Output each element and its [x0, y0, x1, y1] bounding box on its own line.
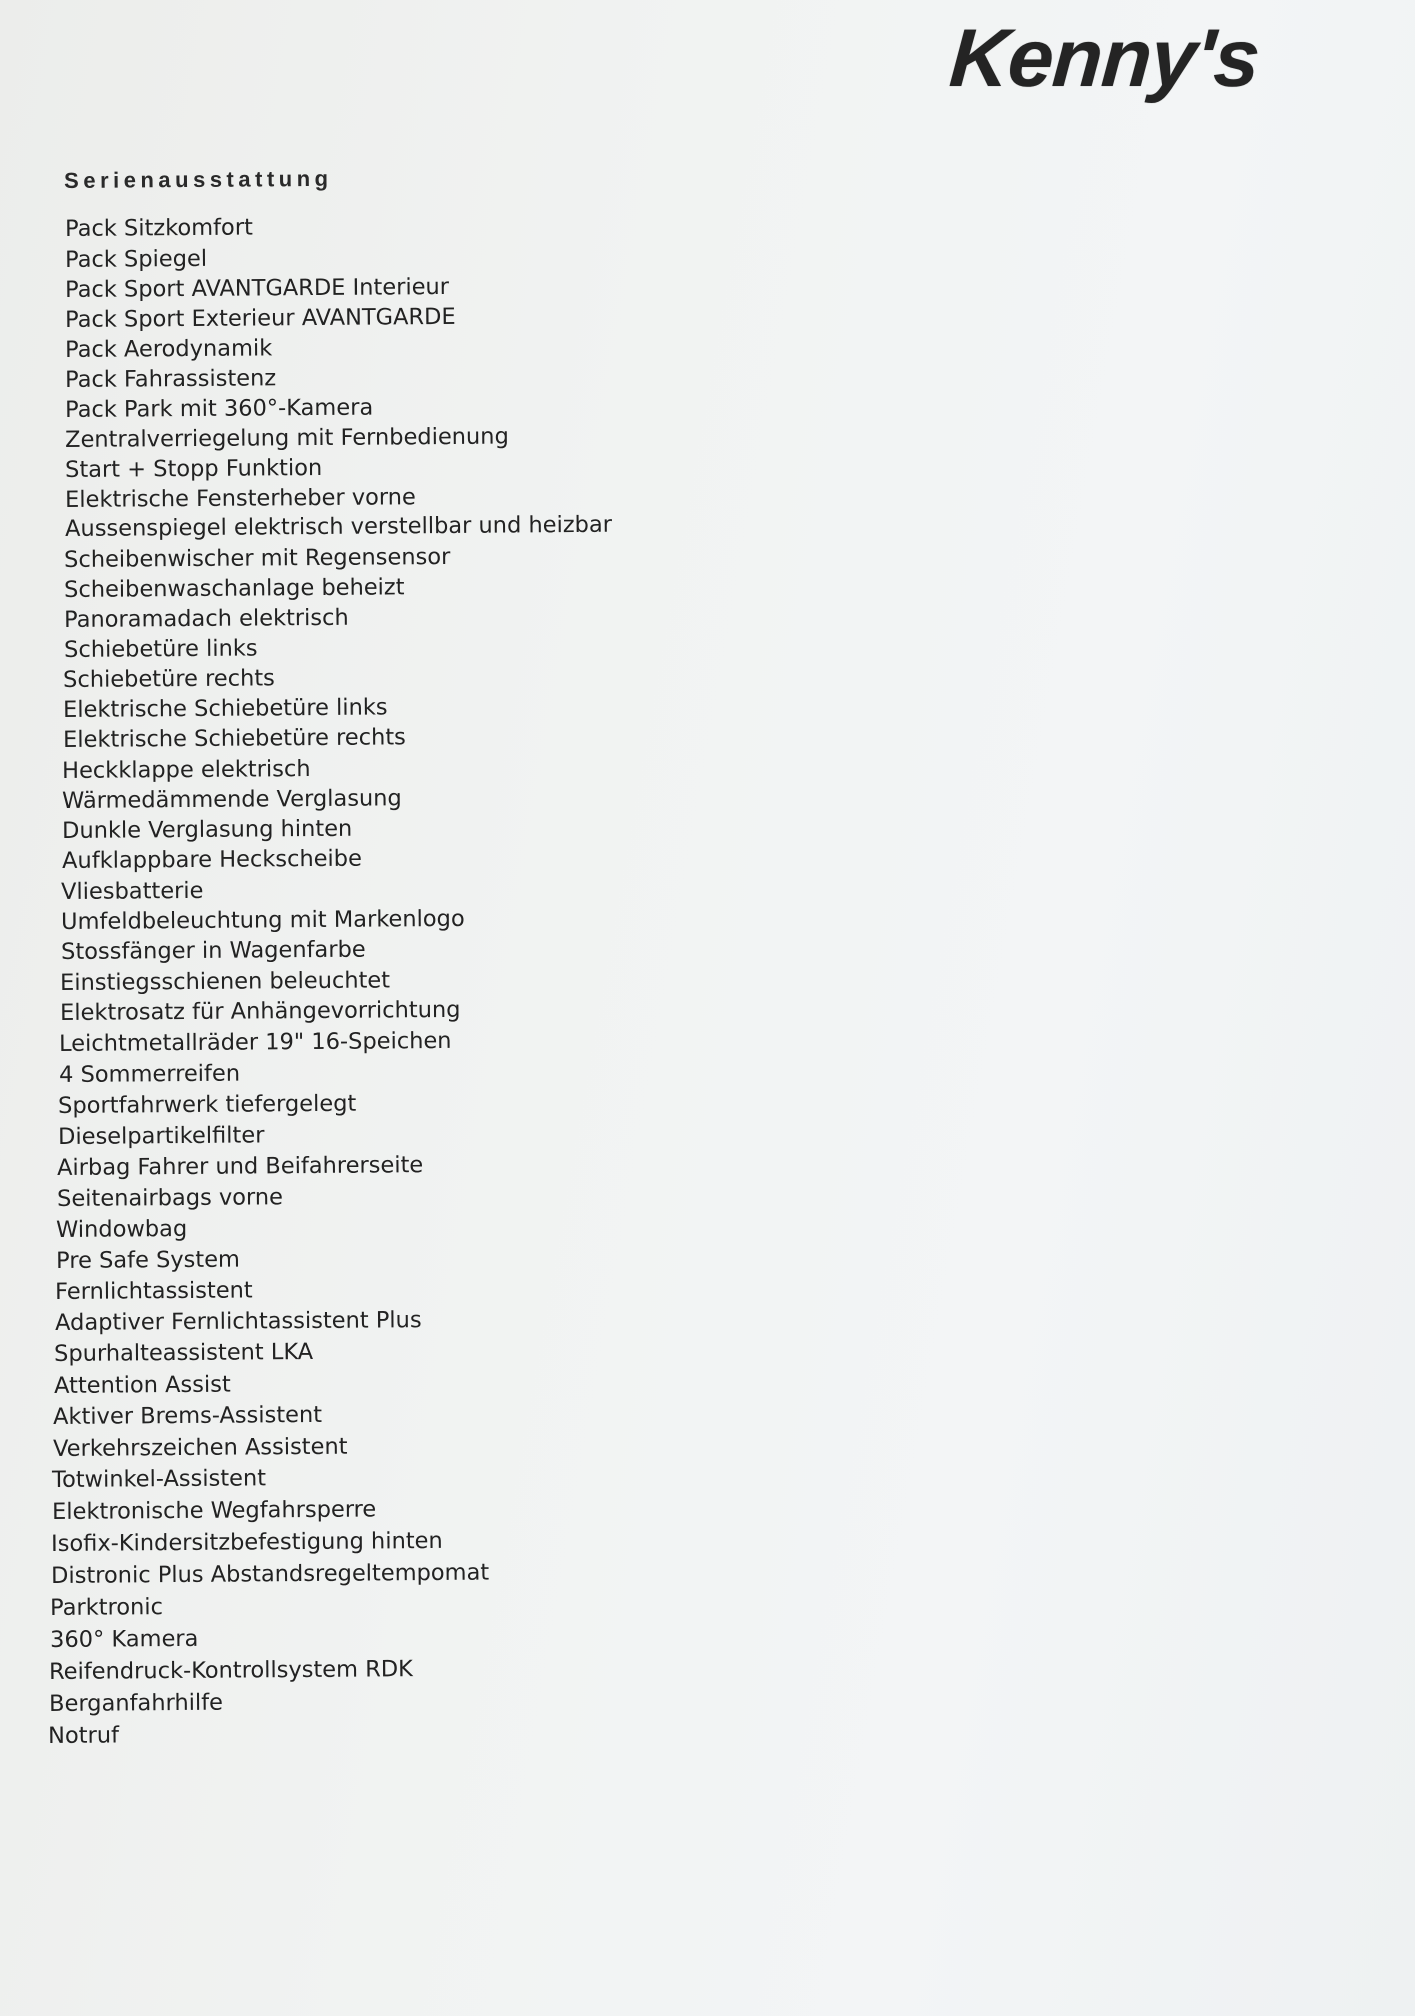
section-title: Serienausstattung	[64, 165, 333, 193]
list-item: Totwinkel-Assistent	[52, 1465, 267, 1493]
list-item: Fernlichtassistent	[55, 1277, 253, 1305]
list-item: Einstiegsschienen beleuchtet	[60, 967, 391, 996]
list-item: Stossfänger in Wagenfarbe	[61, 936, 366, 965]
list-item: Wärmedämmende Verglasung	[62, 785, 402, 814]
list-item: Schiebetüre links	[64, 635, 258, 663]
list-item: Parktronic	[50, 1594, 164, 1621]
list-item: Adaptiver Fernlichtassistent Plus	[55, 1307, 422, 1336]
list-item: Notruf	[48, 1722, 120, 1749]
list-item: Pack Sport AVANTGARDE Interieur	[65, 273, 450, 303]
list-item: Aktiver Brems-Assistent	[53, 1401, 323, 1430]
list-item: Pack Sitzkomfort	[65, 214, 253, 242]
list-item: Schiebetüre rechts	[63, 665, 275, 693]
list-item: Spurhalteassistent LKA	[54, 1338, 314, 1367]
list-item: Attention Assist	[54, 1371, 231, 1399]
list-item: Vliesbatterie	[61, 877, 204, 905]
list-item: Reifendruck-Kontrollsystem RDK	[49, 1656, 413, 1685]
list-item: Leichtmetallräder 19" 16-Speichen	[59, 1027, 452, 1057]
list-item: Heckklappe elektrisch	[62, 756, 311, 784]
list-item: Pack Fahrassistenz	[65, 365, 277, 393]
list-item: Pack Sport Exterieur AVANTGARDE	[65, 303, 456, 333]
list-item: 360° Kamera	[50, 1625, 199, 1653]
list-item: Dunkle Verglasung hinten	[62, 815, 353, 844]
list-item: Scheibenwaschanlage beheizt	[64, 574, 405, 603]
list-item: Verkehrszeichen Assistent	[53, 1433, 348, 1462]
list-item: Elektrische Fensterheber vorne	[65, 484, 416, 513]
list-item: 4 Sommerreifen	[59, 1060, 241, 1088]
list-item: Start + Stopp Funktion	[65, 454, 323, 483]
list-item: Pack Park mit 360°-Kamera	[65, 394, 374, 423]
list-item: Berganfahrhilfe	[49, 1689, 224, 1717]
list-item: Elektrische Schiebetüre links	[63, 694, 388, 723]
list-item: Pack Aerodynamik	[65, 335, 273, 363]
list-item: Aussenspiegel elektrisch verstellbar und heizbar	[65, 511, 613, 542]
list-item: Distronic Plus Abstandsregeltempomat	[51, 1559, 490, 1589]
list-item: Sportfahrwerk tiefergelegt	[58, 1090, 357, 1119]
list-item: Airbag Fahrer und Beifahrerseite	[57, 1152, 424, 1181]
list-item: Dieselpartikelfilter	[58, 1122, 265, 1150]
list-item: Windowbag	[56, 1215, 188, 1243]
list-item: Elektrosatz für Anhängevorrichtung	[60, 996, 461, 1026]
list-item: Pre Safe System	[56, 1246, 241, 1274]
list-item: Scheibenwischer mit Regensensor	[64, 543, 451, 573]
list-item: Zentralverriegelung mit Fernbedienung	[65, 423, 509, 453]
list-item: Aufklappbare Heckscheibe	[62, 845, 362, 874]
list-item: Panoramadach elektrisch	[64, 604, 349, 633]
list-item: Isofix-Kindersitzbefestigung hinten	[51, 1527, 443, 1557]
logo: Kenny's	[946, 13, 1262, 104]
list-item: Umfeldbeleuchtung mit Markenlogo	[61, 905, 465, 935]
list-item: Pack Spiegel	[65, 245, 208, 273]
list-item: Elektrische Schiebetüre rechts	[63, 724, 406, 753]
list-item: Seitenairbags vorne	[57, 1184, 284, 1212]
list-item: Elektronische Wegfahrsperre	[52, 1496, 377, 1525]
